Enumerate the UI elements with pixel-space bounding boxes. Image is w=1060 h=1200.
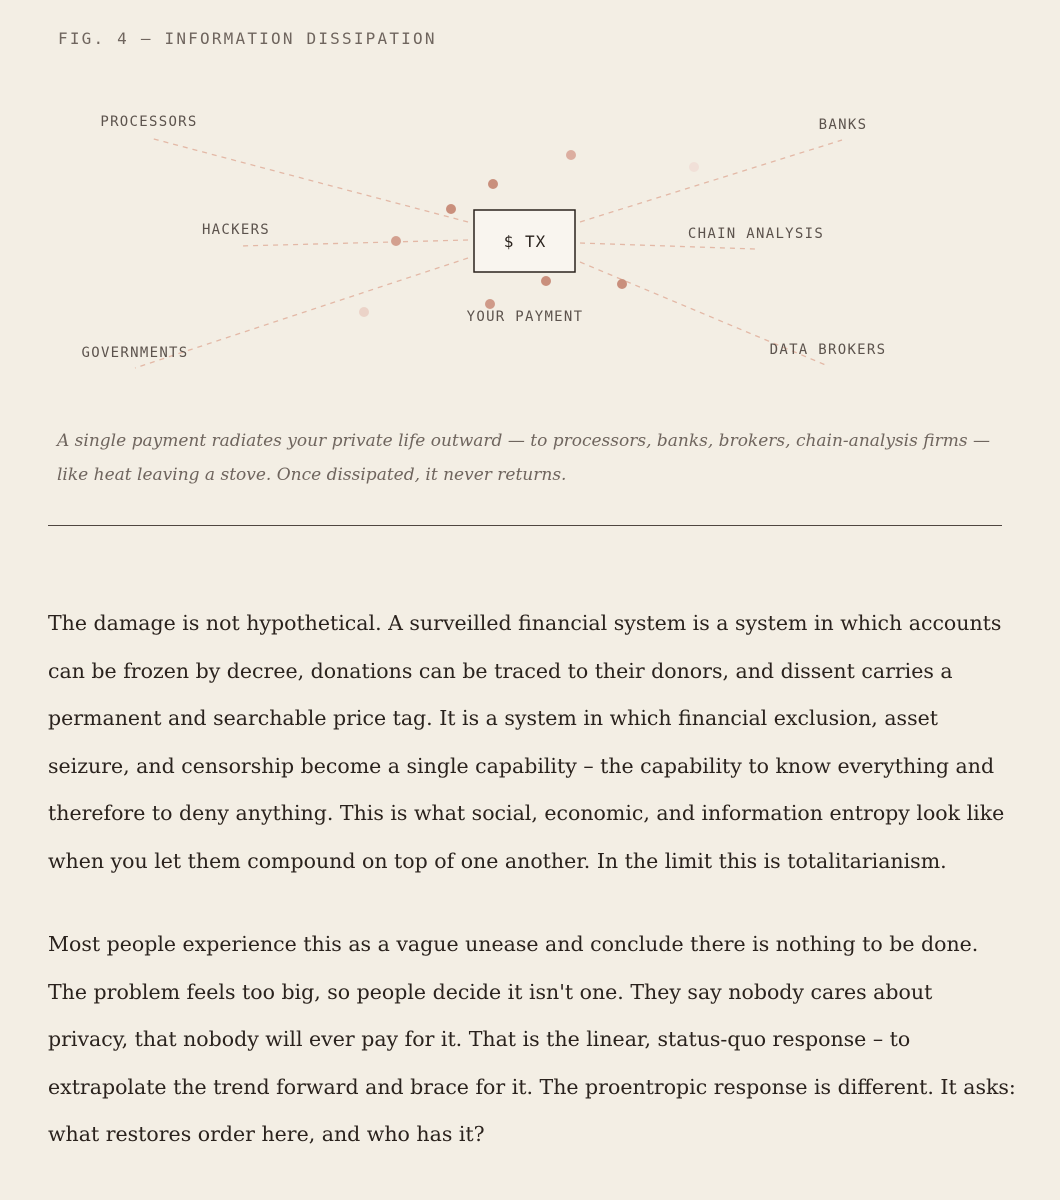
your-payment-label: YOUR PAYMENT	[466, 309, 584, 325]
node-processors: PROCESSORS	[100, 114, 198, 130]
line-hackers	[240, 240, 468, 246]
particle	[488, 179, 498, 189]
figure-label: FIG. 4 — INFORMATION DISSIPATION	[58, 29, 437, 48]
particle	[566, 150, 576, 160]
particle	[446, 204, 456, 214]
article-paragraph: Most people experience this as a vague unease and conclude there is nothing to be done. The problem feels too big, so people decide it isn't one. They say nobody cares about privacy, that nobody will ever pay for it. That is the linear, status-quo response – to extrapolate the trend forward and brace for it. The proentropic response is different. It asks: what restores order here, and who has it?	[48, 932, 1016, 1146]
node-chain-analysis: CHAIN ANALYSIS	[687, 226, 825, 242]
transaction-box-label: $ TX	[503, 232, 547, 251]
node-governments: GOVERNMENTS	[81, 345, 189, 361]
article-body	[48, 600, 1018, 1195]
node-hackers: HACKERS	[201, 222, 271, 238]
particle	[541, 276, 551, 286]
particle	[689, 162, 699, 172]
particle	[485, 299, 495, 309]
dissipation-diagram	[0, 0, 1060, 420]
line-chain-analysis	[580, 243, 755, 249]
particle	[617, 279, 627, 289]
section-divider	[48, 525, 1002, 526]
particle	[391, 236, 401, 246]
line-processors	[150, 138, 468, 222]
article-paragraph: The damage is not hypothetical. A surveilled financial system is a system in which accounts can be frozen by decree, donations can be traced to their donors, and dissent carries a permanent and searchable price tag. It is a system in which financial exclusion, asset seizure, and censorship become a single capability – the capability to know everything and therefore to deny anything. This is what social, economic, and information entropy look like when you let them compound on top of one another. In the limit this is totalitarianism.	[48, 611, 1005, 873]
figure-caption: A single payment radiates your private life outward — to processors, banks, brokers, chain-analysis firms — like heat leaving a stove. Once dissipated, it never returns.	[57, 431, 990, 485]
particle	[359, 307, 369, 317]
node-data-brokers: DATA BROKERS	[769, 342, 887, 358]
node-banks: BANKS	[818, 117, 868, 133]
line-banks	[580, 140, 842, 222]
